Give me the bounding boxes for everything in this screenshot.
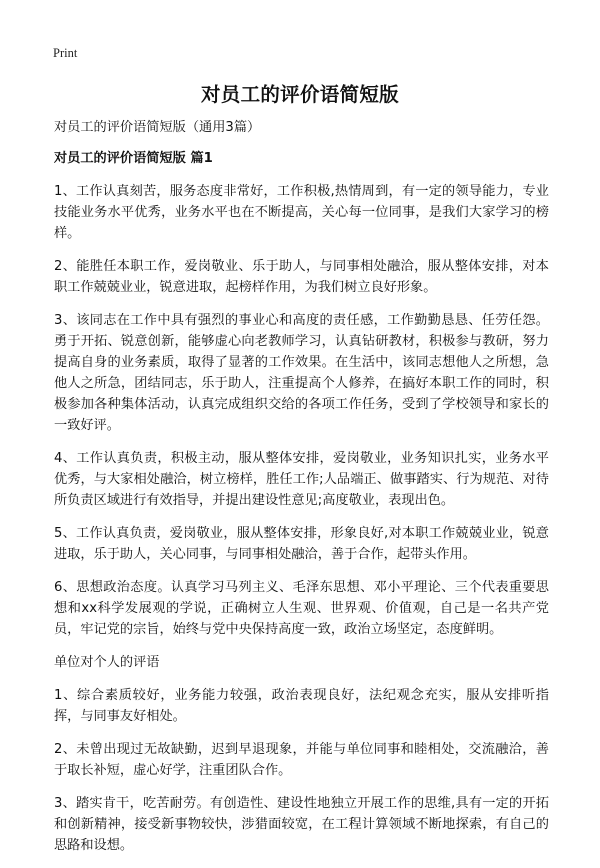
document-title: 对员工的评价语简短版 (200, 83, 399, 106)
evaluation-item-2: 2、未曾出现过无故缺勤，迟到早退现象，并能与单位同事和睦相处，交流融洽，善于取长补短，虚心好学，注重团队合作。 (54, 742, 549, 778)
paragraph-item-5: 5、工作认真负责，爱岗敬业，服从整体安排，形象良好,对本职工作兢兢业业，锐意进取，乐于助人，关心同事，与同事相处融洽，善于合作，起带头作用。 (54, 526, 549, 562)
paragraph-item-3: 3、该同志在工作中具有强烈的事业心和高度的责任感，工作勤勤恳恳、任劳任怨。勇于开拓、锐意创新，能够虚心向老教师学习，认真钻研教材，积极参与教研，努力提高自身的业务素质，取得了显著的工作效果。在生活中，该同志想他人之所想，急他人之所急，团结同志，乐于助人，注重提高个人修养，在搞好本职工作的同时，积极参加各种集体活动，认真完成组织交给的各项工作任务，受到了学校领导和家长的一致好评。 (54, 313, 549, 433)
paragraph-item-6: 6、思想政治态度。认真学习马列主义、毛泽东思想、邓小平理论、三个代表重要思想和xx科学发展观的学说，正确树立人生观、世界观、价值观，自己是一名共产党员，牢记党的宗旨，始终与党中央保持高度一致，政治立场坚定，态度鲜明。 (54, 580, 549, 637)
section-label: 单位对个人的评语 (54, 655, 160, 670)
paragraph-item-1: 1、工作认真刻苦，服务态度非常好，工作积极,热情周到，有一定的领导能力，专业技能业务水平优秀，业务水平也在不断提高，关心每一位同事，是我们大家学习的榜样。 (54, 184, 549, 241)
evaluation-item-3: 3、踏实肯干，吃苦耐劳。有创造性、建设性地独立开展工作的思维,具有一定的开拓和创新精神，接受新事物较快，涉猎面较宽，在工程计算领域不断地探索，有自己的思路和设想。 (54, 796, 549, 853)
paragraph-item-2: 2、能胜任本职工作，爱岗敬业、乐于助人，与同事相处融洽，服从整体安排，对本职工作兢兢业业，锐意进取，起榜样作用，为我们树立良好形象。 (54, 259, 549, 295)
print-label[interactable]: Print (53, 46, 78, 60)
document-body (54, 117, 549, 868)
document-subtitle: 对员工的评价语简短版（通用3篇） (54, 120, 261, 135)
evaluation-item-1: 1、综合素质较好，业务能力较强，政治表现良好，法纪观念充实，服从安排听指挥，与同事友好相处。 (54, 688, 549, 724)
paragraph-item-4: 4、工作认真负责，积极主动，服从整体安排，爱岗敬业，业务知识扎实，业务水平优秀，与大家相处融洽，树立榜样，胜任工作;人品端正、做事踏实、行为规范、对待所负责区域进行有效指导，并提出建设性意见;高度敬业，表现出色。 (54, 451, 549, 508)
section-heading: 对员工的评价语简短版 篇1 (54, 151, 213, 166)
